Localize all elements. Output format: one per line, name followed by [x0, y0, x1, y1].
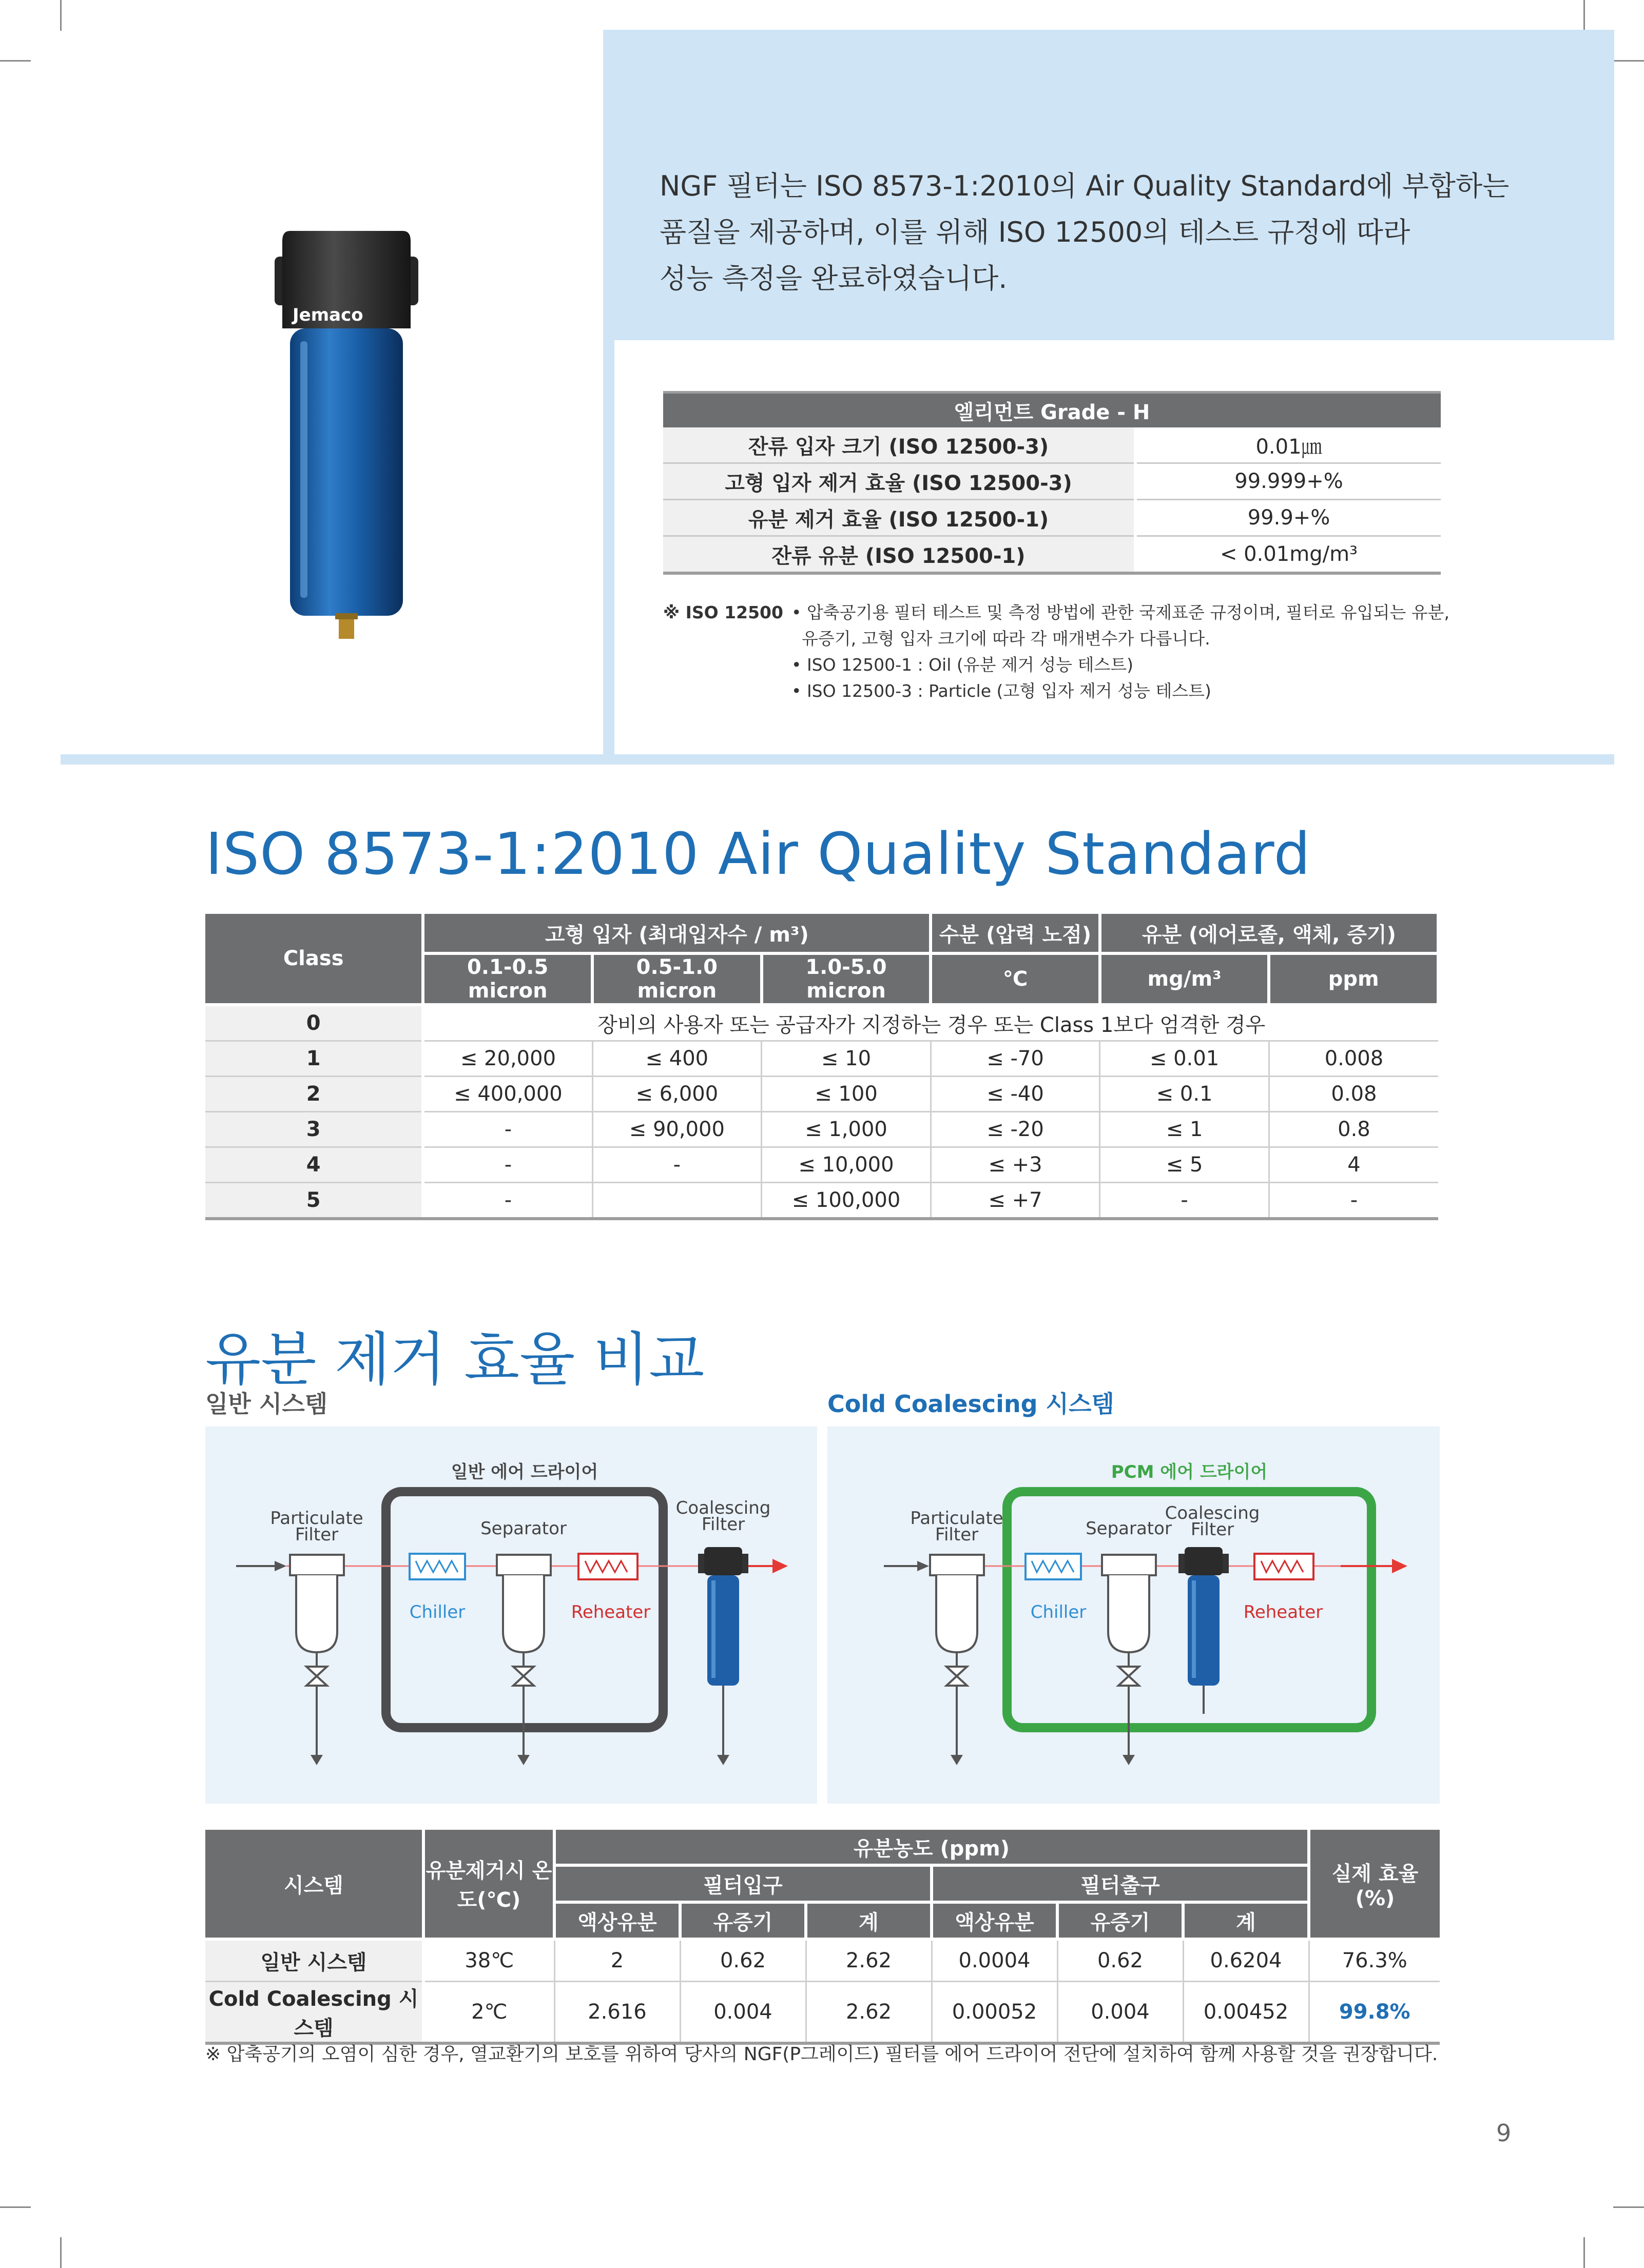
crop-mark: [1613, 2206, 1644, 2208]
element-table-header: 엘리먼트 Grade - H: [663, 393, 1441, 428]
col-subheader: 액상유분: [932, 1902, 1057, 1939]
cold-coalescing-diagram: [827, 1426, 1440, 1804]
divider-horizontal: [61, 754, 1614, 765]
reheater-icon: [1254, 1554, 1313, 1579]
element-row-label: 잔류 유분 (ISO 12500-1): [663, 536, 1135, 574]
table-cell: [592, 1183, 762, 1219]
table-cell: 0.004: [680, 1982, 806, 2044]
col-header-inlet: 필터입구: [554, 1865, 932, 1902]
col-header-concentration: 유분농도 (ppm): [554, 1828, 1309, 1865]
dryer-box-label: 일반 에어 드라이어: [451, 1462, 598, 1482]
table-cell: 0.62: [1057, 1939, 1183, 1982]
table-cell: ≤ 6,000: [592, 1077, 762, 1112]
chiller-icon: [410, 1554, 465, 1579]
table-cell: ≤ 1: [1100, 1112, 1269, 1147]
table-cell: 0.00052: [932, 1982, 1057, 2044]
col-header-particles: 고형 입자 (최대입자수 / m³): [423, 912, 931, 953]
table-cell: ≤ 5: [1100, 1147, 1269, 1183]
table-cell: ≤ 400,000: [423, 1077, 592, 1112]
reheater-icon: [578, 1554, 637, 1579]
element-row-label: 유분 제거 효율 (ISO 12500-1): [663, 500, 1135, 536]
table-row: [205, 1112, 1438, 1147]
table-row: [663, 463, 1441, 500]
iso-section-title: ISO 8573-1:2010 Air Quality Standard: [205, 821, 1311, 888]
table-cell: ≤ 0.1: [1100, 1077, 1269, 1112]
table-cell: -: [1100, 1183, 1269, 1219]
table-row: [205, 1041, 1438, 1077]
separator-icon: [497, 1555, 551, 1765]
col-subheader: 1.0-5.0 micron: [762, 953, 931, 1005]
efficiency-cell-highlight: 99.8%: [1309, 1982, 1440, 2044]
col-subheader: 계: [1183, 1902, 1309, 1939]
oil-comparison-table: [205, 1827, 1440, 2045]
table-cell: ≤ -20: [931, 1112, 1099, 1147]
chiller-icon: [1026, 1554, 1081, 1579]
class-cell: 2: [205, 1077, 423, 1112]
coalescing-filter-icon: [1178, 1547, 1229, 1714]
separator-label: Separator: [1086, 1518, 1172, 1539]
col-subheader: ℃: [931, 953, 1099, 1005]
coalescing-label: Filter: [701, 1514, 745, 1535]
table-cell: ≤ 0.01: [1100, 1041, 1269, 1077]
crop-mark: [0, 60, 31, 62]
col-header-oil: 유분 (에어로졸, 액체, 증기): [1100, 912, 1438, 953]
table-cell: -: [423, 1112, 592, 1147]
table-cell: 2.616: [554, 1982, 680, 2044]
table-cell: ≤ 1,000: [762, 1112, 931, 1147]
col-header-class: Class: [205, 912, 423, 1005]
table-cell: 0.62: [680, 1939, 806, 1982]
table-row: [205, 1005, 1438, 1041]
col-header-outlet: 필터출구: [932, 1865, 1309, 1902]
particulate-label: Particulate: [270, 1508, 363, 1529]
filter-product-image: [269, 231, 423, 647]
table-cell: 2.62: [806, 1939, 932, 1982]
note-line: • ISO 12500-1 : Oil (유분 제거 성능 테스트): [791, 655, 1133, 675]
crop-mark: [1583, 0, 1585, 31]
col-header-water: 수분 (압력 노점): [931, 912, 1099, 953]
system-name-cell: Cold Coalescing 시스템: [205, 1982, 423, 2044]
table-row: [663, 500, 1441, 536]
efficiency-cell: 76.3%: [1309, 1939, 1440, 1982]
table-cell: ≤ 100: [762, 1077, 931, 1112]
page-number: 9: [1496, 2119, 1512, 2147]
table-cell: ≤ -40: [931, 1077, 1099, 1112]
iso-class-table: [205, 911, 1440, 1220]
table-cell: ≤ 100,000: [762, 1183, 931, 1219]
particulate-label: Filter: [935, 1524, 979, 1545]
reheater-label: Reheater: [1243, 1602, 1323, 1622]
element-grade-table: [663, 391, 1441, 575]
pcm-dryer-box-label: PCM 에어 드라이어: [1111, 1462, 1268, 1482]
table-cell: 2℃: [423, 1982, 554, 2044]
table-cell: 2.62: [806, 1982, 932, 2044]
product-brand-label: Jemaco: [293, 305, 363, 325]
table-cell: ≤ 400: [592, 1041, 762, 1077]
oil-section-title: 유분 제거 효율 비교: [205, 1326, 705, 1393]
table-cell: 0.008: [1269, 1041, 1438, 1077]
table-cell: ≤ +7: [931, 1183, 1099, 1219]
intro-text: [660, 163, 1563, 302]
note-line: • 압축공기용 필터 테스트 및 측정 방법에 관한 국제표준 규정이며, 필터로 유입되는 유분,: [791, 602, 1450, 622]
element-row-label: 잔류 입자 크기 (ISO 12500-3): [663, 427, 1135, 463]
crop-mark: [60, 2237, 62, 2268]
table-cell: 0.0004: [932, 1939, 1057, 1982]
col-header-efficiency: 실제 효율 (%): [1309, 1828, 1440, 1939]
table-row: [205, 1982, 1440, 2044]
note-line: • ISO 12500-3 : Particle (고형 입자 제거 성능 테스트): [791, 681, 1211, 701]
table-cell: 38℃: [423, 1939, 554, 1982]
table-cell: ≤ 10: [762, 1041, 931, 1077]
class-cell: 0: [205, 1005, 423, 1041]
class-cell: 3: [205, 1112, 423, 1147]
chiller-label: Chiller: [1030, 1602, 1087, 1622]
coalescing-filter-icon: [698, 1547, 748, 1765]
table-cell: 0.08: [1269, 1077, 1438, 1112]
note-line: 유증기, 고형 입자 크기에 따라 각 매개변수가 다릅니다.: [802, 629, 1210, 649]
col-subheader: 계: [806, 1902, 932, 1939]
crop-mark: [1613, 60, 1644, 62]
table-row: [205, 1147, 1438, 1183]
particulate-filter-icon: [930, 1555, 984, 1765]
col-subheader: 유증기: [1057, 1902, 1183, 1939]
table-cell: ≤ 90,000: [592, 1112, 762, 1147]
crop-mark: [1583, 2237, 1585, 2268]
table-row: [205, 1077, 1438, 1112]
table-cell: 0.00452: [1183, 1982, 1309, 2044]
separator-icon: [1102, 1555, 1156, 1765]
col-subheader: 0.1-0.5 micron: [423, 953, 592, 1005]
class-cell: 4: [205, 1147, 423, 1183]
col-header-system: 시스템: [205, 1828, 423, 1939]
table-cell: ≤ -70: [931, 1041, 1099, 1077]
table-row: [663, 536, 1441, 574]
class-cell: 1: [205, 1041, 423, 1077]
table-row: [663, 427, 1441, 463]
col-subheader: mg/m³: [1100, 953, 1269, 1005]
divider-vertical: [603, 30, 614, 756]
class-cell: 5: [205, 1183, 423, 1219]
footnote: ※ 압축공기의 오염이 심한 경우, 열교환기의 보호를 위하여 당사의 NGF(P그레이드) 필터를 에어 드라이어 전단에 설치하여 함께 사용할 것을 권장합니다.: [205, 2044, 1438, 2065]
table-cell: -: [1269, 1183, 1438, 1219]
col-subheader: 0.5-1.0 micron: [592, 953, 762, 1005]
table-cell: 0.004: [1057, 1982, 1183, 2044]
intro-line: 품질을 제공하며, 이를 위해 ISO 12500의 테스트 규정에 따라: [660, 216, 1410, 248]
table-cell: 0.6204: [1183, 1939, 1309, 1982]
general-system-subtitle: 일반 시스템: [205, 1390, 328, 1418]
table-cell: 4: [1269, 1147, 1438, 1183]
class0-description: 장비의 사용자 또는 공급자가 지정하는 경우 또는 Class 1보다 엄격한 경우: [423, 1005, 1438, 1041]
chiller-label: Chiller: [409, 1602, 466, 1622]
table-row: [205, 1939, 1440, 1982]
crop-mark: [60, 0, 62, 31]
col-subheader: 유증기: [680, 1902, 806, 1939]
table-cell: -: [592, 1147, 762, 1183]
coalescing-label: Filter: [1190, 1519, 1234, 1540]
table-cell: ≤ 20,000: [423, 1041, 592, 1077]
system-name-cell: 일반 시스템: [205, 1939, 423, 1982]
table-cell: 2: [554, 1939, 680, 1982]
element-row-value: 99.999+%: [1135, 463, 1441, 500]
particulate-label: Particulate: [910, 1508, 1003, 1529]
particulate-label: Filter: [295, 1524, 339, 1545]
element-row-value: 99.9+%: [1135, 500, 1441, 536]
intro-line: NGF 필터는 ISO 8573-1:2010의 Air Quality Standard에 부합하는: [660, 170, 1510, 202]
coalescing-label: Coalescing: [675, 1498, 771, 1518]
table-cell: -: [423, 1183, 592, 1219]
cold-system-subtitle: Cold Coalescing 시스템: [827, 1390, 1114, 1418]
intro-line: 성능 측정을 완료하였습니다.: [660, 262, 1008, 295]
reheater-label: Reheater: [571, 1602, 651, 1622]
element-row-value: < 0.01mg/m³: [1135, 536, 1441, 574]
table-row: [205, 1183, 1438, 1219]
general-system-diagram: [205, 1426, 817, 1804]
table-cell: ≤ 10,000: [762, 1147, 931, 1183]
element-row-label: 고형 입자 제거 효율 (ISO 12500-3): [663, 463, 1135, 500]
particulate-filter-icon: [290, 1555, 344, 1765]
col-header-temp: 유분제거시 온도(℃): [423, 1828, 554, 1939]
col-subheader: ppm: [1269, 953, 1438, 1005]
coalescing-label: Coalescing: [1165, 1503, 1260, 1523]
table-cell: ≤ +3: [931, 1147, 1099, 1183]
separator-label: Separator: [480, 1518, 567, 1539]
table-cell: 0.8: [1269, 1112, 1438, 1147]
element-row-value: 0.01㎛: [1135, 427, 1441, 463]
col-subheader: 액상유분: [554, 1902, 680, 1939]
note-key: ※ ISO 12500: [663, 602, 783, 622]
crop-mark: [0, 2206, 31, 2208]
table-cell: -: [423, 1147, 592, 1183]
